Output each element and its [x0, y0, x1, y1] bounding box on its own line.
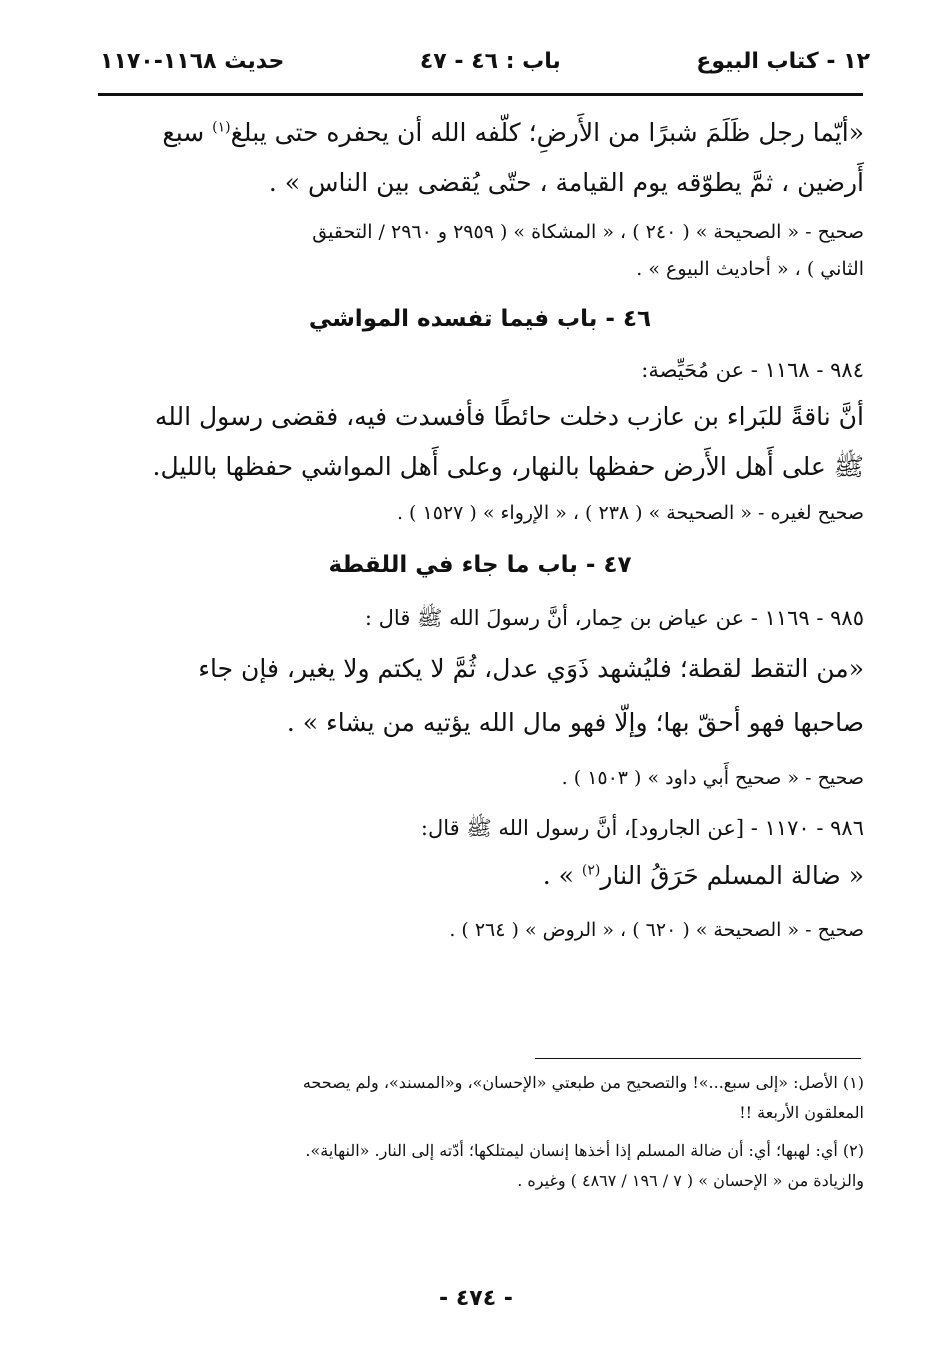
header-hadith-range: حديث ١١٦٨-١١٧٠ [100, 48, 285, 74]
hadith-text-segment: سبع [162, 118, 205, 147]
hadith-text-segment: « ضالة المسلم حَرَقُ النار [600, 861, 864, 890]
footnote-line: (٢) أي: لهبها؛ أي: أن ضالة المسلم إذا أخذها إنسان ليمتلكها؛ أدّته إلى النار. «النهاية». [305, 1141, 864, 1160]
main-text [96, 108, 864, 958]
hadith-text-segment: » . [542, 861, 574, 890]
footnote-ref-1[interactable]: (١) [212, 119, 231, 136]
hadith-isnad-986: ٩٨٦ - ١١٧٠ - [عن الجارود]، أنَّ رسول الله ﷺ قال: [420, 816, 864, 840]
hadith-text-line [96, 108, 864, 158]
footnote-line: (١) الأصل: «إلى سبع...»! والتصحيح من طبعتي «الإحسان»، و«المسند»، ولم يصححه [302, 1073, 864, 1092]
footnote-1 [96, 1068, 864, 1128]
grading-line: صحيح - « صحيح أَبي داود » ( ١٥٠٣ ) . [561, 767, 864, 789]
footnote-ref-2[interactable]: (٢) [581, 862, 601, 879]
hadith-isnad-984: ٩٨٤ - ١١٦٨ - عن مُحَيِّصة: [641, 358, 864, 382]
header-chapter: باب : ٤٦ - ٤٧ [419, 48, 561, 74]
hadith-text-line: أَرضين ، ثمَّ يطوّقه يوم القيامة ، حتّى يُقضى بين الناس » . [268, 168, 864, 197]
running-header [100, 36, 870, 86]
hadith-isnad-985: ٩٨٥ - ١١٦٩ - عن عياض بن حِمار، أنَّ رسولَ الله ﷺ قال : [364, 606, 864, 630]
hadith-text-line: «من التقط لقطة؛ فليُشهد ذَوَي عدل، ثُمَّ لا يكتم ولا يغير، فإن جاء [198, 654, 864, 683]
grading-line: الثاني ) ، « أحاديث البيوع » . [636, 258, 864, 280]
chapter-heading-46: ٤٦ - باب فيما تفسده المواشي [308, 306, 652, 332]
page-number: - ٤٧٤ - [439, 1286, 513, 1311]
footnote-2 [96, 1136, 864, 1196]
hadith-text-line [96, 850, 864, 902]
footnote-rule [535, 1058, 861, 1059]
footnote-line: والزيادة من « الإحسان » ( ٧ / ١٩٦ / ٤٨٦٧ ) وغيره . [517, 1171, 864, 1190]
footnotes [96, 1068, 864, 1204]
grading-line: صحيح - « الصحيحة » ( ٦٢٠ ) ، « الروض » ( ٢٦٤ ) . [449, 919, 864, 941]
footnote-line: المعلقون الأربعة !! [739, 1103, 864, 1122]
hadith-text-line: أنَّ ناقةً للبَراء بن عازب دخلت حائطًا فأفسدت فيه، فقضى رسول الله [154, 402, 864, 431]
chapter-heading-47: ٤٧ - باب ما جاء في اللقطة [328, 552, 632, 578]
header-book-title: ١٢ - كتاب البيوع [696, 48, 870, 74]
hadith-text-line: صاحبها فهو أحقّ بها؛ وإلّا فهو مال الله يؤتيه من يشاء » . [286, 708, 864, 737]
hadith-text-segment: «أيّما رجل ظَلَمَ شبرًا من الأَرضِ؛ كلّفه الله أن يحفره حتى يبلغ [230, 118, 864, 147]
header-rule [98, 93, 863, 96]
grading-line: صحيح لغيره - « الصحيحة » ( ٢٣٨ ) ، « الإرواء » ( ١٥٢٧ ) . [396, 502, 864, 524]
grading-line: صحيح - « الصحيحة » ( ٢٤٠ ) ، « المشكاة » ( ٢٩٥٩ و ٢٩٦٠ / التحقيق [312, 221, 864, 243]
hadith-text-line: ﷺ على أَهل الأَرض حفظها بالنهار، وعلى أَهل المواشي حفظها بالليل. [152, 452, 864, 481]
